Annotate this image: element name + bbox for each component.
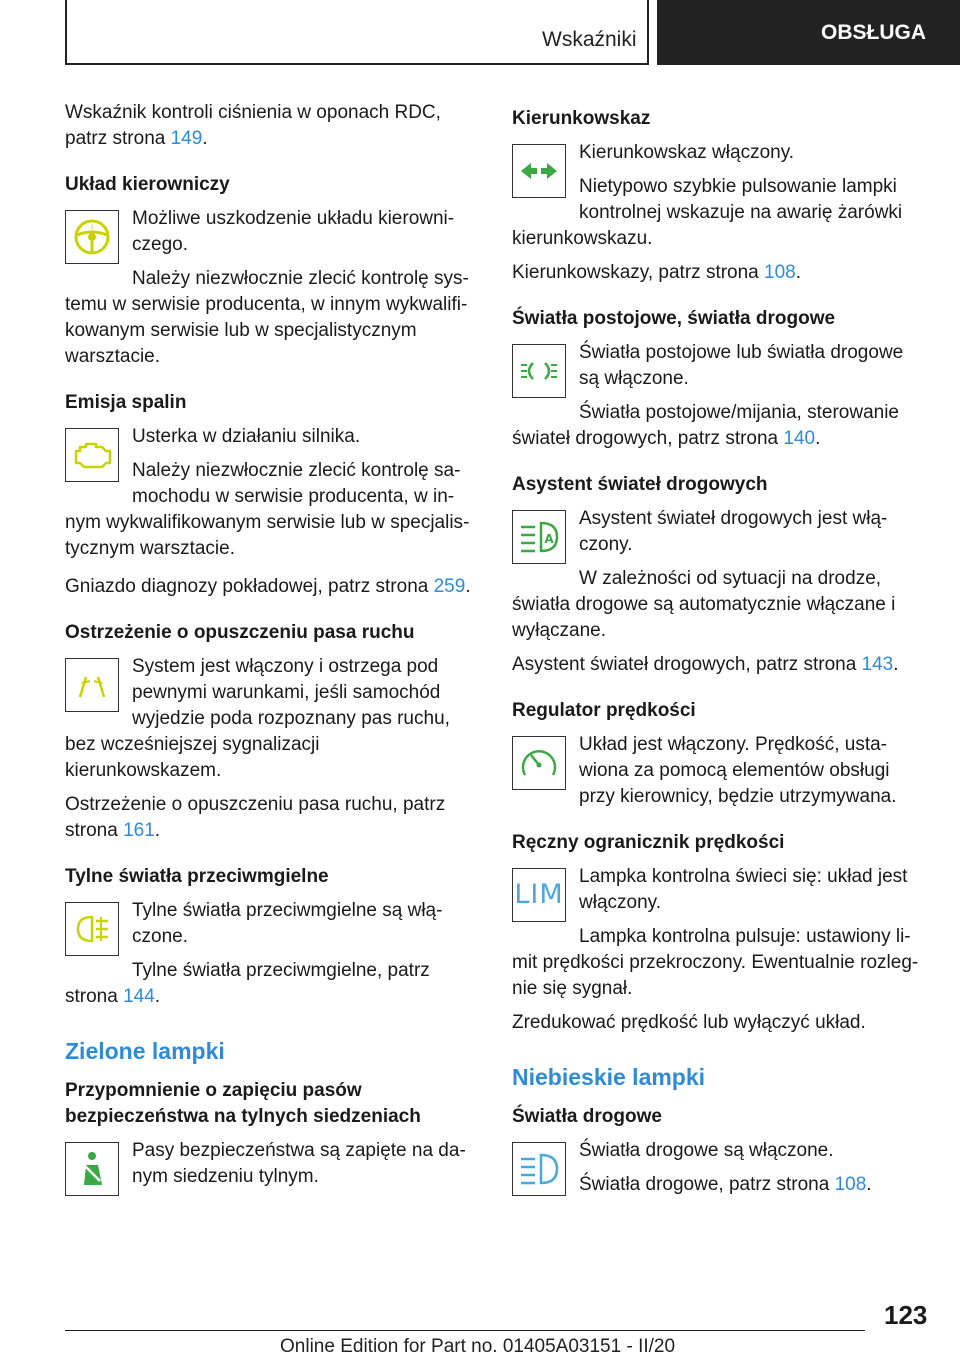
- parking-entry: [512, 340, 922, 452]
- turn-entry: [512, 140, 922, 286]
- speed-limiter-icon: [512, 868, 566, 922]
- parking-light-icon: [512, 344, 566, 398]
- limiter-text-3: Zredukować prędkość lub wyłączyć układ.: [512, 1012, 866, 1033]
- steering-heading: Układ kierowniczy: [65, 174, 230, 195]
- header-chapter-tab[interactable]: OBSŁUGA: [657, 0, 960, 65]
- rdc-paragraph: Wskaźnik kontroli ciśnienia w oponach RDC, patrz strona 149.: [65, 102, 441, 149]
- exhaust-text-3: Gniazdo diagnozy pokładowej, patrz strona 259.: [65, 576, 471, 597]
- limiter-text-1: Lampka kontrolna świeci się: układ jest włączony.: [579, 866, 908, 913]
- cruise-entry: [512, 732, 922, 810]
- page-number: 123: [884, 1300, 928, 1330]
- parking-text-1: Światła postojowe lub światła drogowe są włączone.: [579, 342, 904, 389]
- cruise-text-1: Układ jest włączony. Prędkość, ustawiona za pomocą elementów obsługi przy kierownicy, będzie utrzymywana.: [579, 734, 897, 807]
- highbeam-assist-icon: [512, 510, 566, 564]
- rear-fog-light-icon: [65, 902, 119, 956]
- fog-text-1: Tylne światła przeciwmgielne są włączone.: [132, 900, 443, 947]
- limiter-text-2: Lampka kontrolna pulsuje: ustawiony limit prędkości przekroczony. Ewentualnie rozlegnie się sygnał.: [512, 926, 919, 999]
- turn-page-link[interactable]: 108: [764, 262, 796, 283]
- header-section-title: Wskaźniki: [542, 28, 637, 51]
- exhaust-text-2: Należy niezwłocznie zlecić kontrolę samochodu w serwisie producenta, w innym wykwalifikowanym serwisie lub w specjalistycznym warsztacie.: [65, 460, 470, 559]
- parking-heading: Światła postojowe, światła drogowe: [512, 308, 836, 329]
- steering-text-1: Możliwe uszkodzenie układu kierowniczego.: [132, 208, 455, 255]
- exhaust-text-1: Usterka w działaniu silnika.: [132, 426, 361, 447]
- highbeam-entry: [512, 1138, 922, 1198]
- green-lamps-heading: Zielone lampki: [65, 1038, 225, 1064]
- svg-text:A: A: [544, 532, 554, 546]
- right-column: [512, 100, 922, 1206]
- parking-page-link[interactable]: 140: [783, 428, 816, 449]
- diagnosis-page-link[interactable]: 259: [433, 576, 466, 597]
- header-border-right: [647, 0, 649, 65]
- lane-text-2: Ostrzeżenie o opuszczeniu pasa ruchu, patrz strona 161.: [65, 794, 446, 841]
- highbeam-page-link[interactable]: 108: [834, 1174, 867, 1195]
- steering-wheel-icon: [65, 210, 119, 264]
- limiter-icon-label: LIM: [514, 879, 564, 910]
- fog-heading: Tylne światła przeciwmgielne: [65, 866, 329, 887]
- exhaust-heading: Emisja spalin: [65, 392, 187, 413]
- cruise-control-icon: [512, 736, 566, 790]
- highbeam-assist-text-3: Asystent świateł drogowych, patrz strona 143.: [512, 654, 899, 675]
- limiter-heading: Ręczny ogranicznik prędkości: [512, 832, 785, 853]
- turn-text-2: Nietypowo szybkie pulsowanie lampki kontrolnej wskazuje na awarię żarówki kierunkowskazu.: [512, 176, 903, 249]
- lane-entry: [65, 654, 475, 844]
- highbeam-assist-text-1: Asystent świateł drogowych jest włączony.: [579, 508, 888, 555]
- blue-lamps-heading: Niebieskie lampki: [512, 1064, 706, 1090]
- lane-departure-icon: [65, 658, 119, 712]
- lane-page-link[interactable]: 161: [123, 820, 155, 841]
- belt-text-1: Pasy bezpieczeństwa są zapięte na danym siedzeniu tylnym.: [132, 1140, 466, 1187]
- cruise-heading: Regulator prędkości: [512, 700, 696, 721]
- limiter-entry: [512, 864, 922, 1036]
- highbeam-assist-page-link[interactable]: 143: [861, 654, 894, 675]
- turn-text-1: Kierunkowskaz włączony.: [579, 142, 795, 163]
- header-border-left: [65, 0, 67, 65]
- high-beam-icon: [512, 1142, 566, 1196]
- highbeam-heading: Światła drogowe: [512, 1106, 662, 1127]
- belt-heading: Przypomnienie o zapięciu pasów bezpieczeństwa na tylnych siedzeniach: [65, 1080, 421, 1127]
- parking-text-2: Światła postojowe/mijania, sterowanie świateł drogowych, patrz strona 140.: [512, 402, 899, 449]
- highbeam-text-2: Światła drogowe, patrz strona 108.: [579, 1174, 872, 1195]
- steering-text-2: Należy niezwłocznie zlecić kontrolę systemu w serwisie producenta, w innym wykwalifikowanym serwisie lub w specjalistycznym warsztacie.: [65, 268, 469, 367]
- highbeam-text-1: Światła drogowe są włączone.: [579, 1140, 834, 1161]
- highbeam-assist-text-2: W zależności od sytuacji na drodze, światła drogowe są automatycznie włączane i wyłączane.: [512, 568, 896, 641]
- fog-page-link[interactable]: 144: [123, 986, 155, 1007]
- steering-entry: [65, 206, 475, 370]
- left-column: [65, 100, 475, 1200]
- footer-edition: Online Edition for Part no. 01405A03151 - II/20: [280, 1336, 676, 1357]
- fog-text-2: Tylne światła przeciwmgielne, patrz strona 144.: [65, 960, 430, 1007]
- turn-heading: Kierunkowskaz: [512, 108, 651, 129]
- seatbelt-icon: [65, 1142, 119, 1196]
- rdc-page-link[interactable]: 149: [170, 128, 203, 149]
- belt-entry: [65, 1138, 475, 1190]
- fog-entry: [65, 898, 475, 1010]
- exhaust-entry: [65, 424, 475, 600]
- header-rule: [65, 63, 649, 65]
- highbeam-assist-heading: Asystent świateł drogowych: [512, 474, 768, 495]
- svg-text:!: !: [90, 224, 94, 234]
- footer-rule: [65, 1330, 865, 1331]
- lane-text-1: System jest włączony i ostrzega pod pewnymi warunkami, jeśli samochód wyjedzie poda rozpoznany pas ruchu, bez wcześniejszej sygnalizacji kierunkowskazem.: [65, 656, 450, 781]
- lane-heading: Ostrzeżenie o opuszczeniu pasa ruchu: [65, 622, 415, 643]
- engine-icon: [65, 428, 119, 482]
- turn-signal-icon: [512, 144, 566, 198]
- highbeam-assist-entry: [512, 506, 922, 678]
- turn-text-3: Kierunkowskazy, patrz strona 108.: [512, 262, 802, 283]
